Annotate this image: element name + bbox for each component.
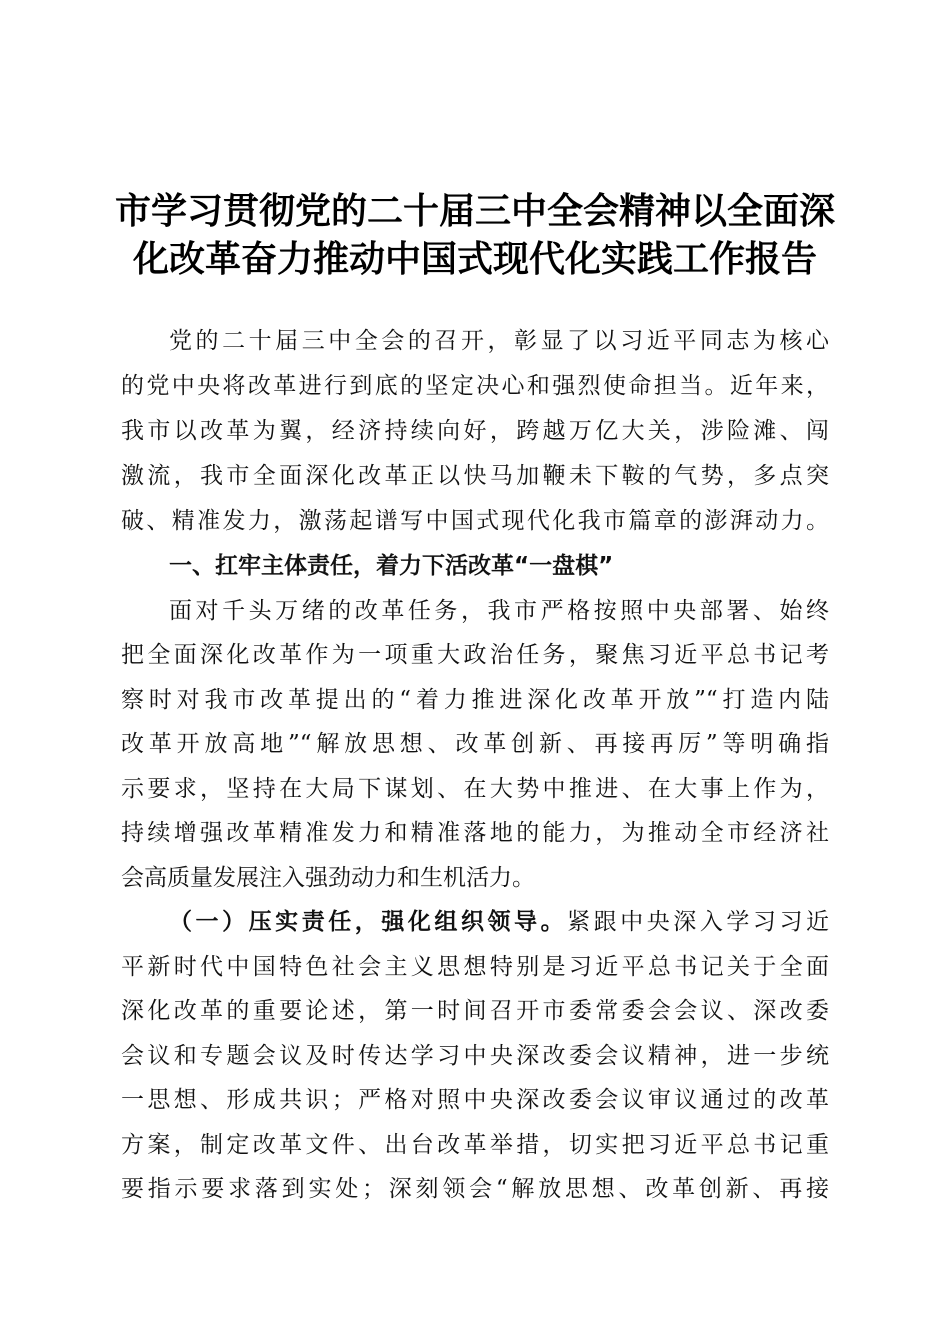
paragraph-line: 要指示要求落到实处；深刻领会“解放思想、改革创新、再接 [121, 1176, 829, 1202]
paragraph-line: 方案，制定改革文件、出台改革举措，切实把习近平总书记重 [121, 1132, 829, 1158]
document-title [110, 188, 840, 284]
paragraph-line: 一思想、形成共识；严格对照中央深改委会议审议通过的改革 [121, 1087, 829, 1113]
paragraph-line: 把全面深化改革作为一项重大政治任务，聚焦习近平总书记考 [121, 642, 829, 668]
paragraph-line: 激流，我市全面深化改革正以快马加鞭未下鞍的气势，多点突 [121, 463, 829, 489]
paragraph-line: 会高质量发展注入强劲动力和生机活力。 [121, 865, 535, 891]
paragraph-line: 深化改革的重要论述，第一时间召开市委常委会会议、深改委 [121, 998, 829, 1024]
paragraph-line: 面对千头万绪的改革任务，我市严格按照中央部署、始终 [169, 598, 829, 624]
section-heading-1: 一、扛牢主体责任，着力下活改革“一盘棋” [169, 553, 614, 579]
paragraph-line: 改革开放高地”“解放思想、改革创新、再接再厉”等明确指 [121, 731, 829, 757]
title-line-1: 市学习贯彻党的二十届三中全会精神以全面深 [114, 191, 835, 232]
paragraph-line: 会议和专题会议及时传达学习中央深改委会议精神，进一步统 [121, 1043, 829, 1069]
paragraph-line: 察时对我市改革提出的“着力推进深化改革开放”“打造内陆 [121, 687, 829, 713]
paragraph-line: 破、精准发力，激荡起谱写中国式现代化我市篇章的澎湃动力。 [121, 508, 829, 534]
subsection-1-lead: （一）压实责任，强化组织领导。 [169, 909, 568, 935]
paragraph-line: 党的二十届三中全会的召开，彰显了以习近平同志为核心 [169, 328, 829, 354]
subsection-1-first-line-text: 紧跟中央深入学习习近 [567, 909, 829, 935]
paragraph-line: 的党中央将改革进行到底的坚定决心和强烈使命担当。近年来， [121, 373, 829, 399]
paragraph-line: 持续增强改革精准发力和精准落地的能力，为推动全市经济社 [121, 820, 829, 846]
paragraph-line [169, 902, 829, 942]
paragraph-line: 示要求，坚持在大局下谋划、在大势中推进、在大事上作为， [121, 776, 829, 802]
paragraph-line: 我市以改革为翼，经济持续向好，跨越万亿大关，涉险滩、闯 [121, 418, 829, 444]
title-line-2: 化改革奋力推动中国式现代化实践工作报告 [132, 239, 817, 280]
paragraph-line: 平新时代中国特色社会主义思想特别是习近平总书记关于全面 [121, 954, 829, 980]
